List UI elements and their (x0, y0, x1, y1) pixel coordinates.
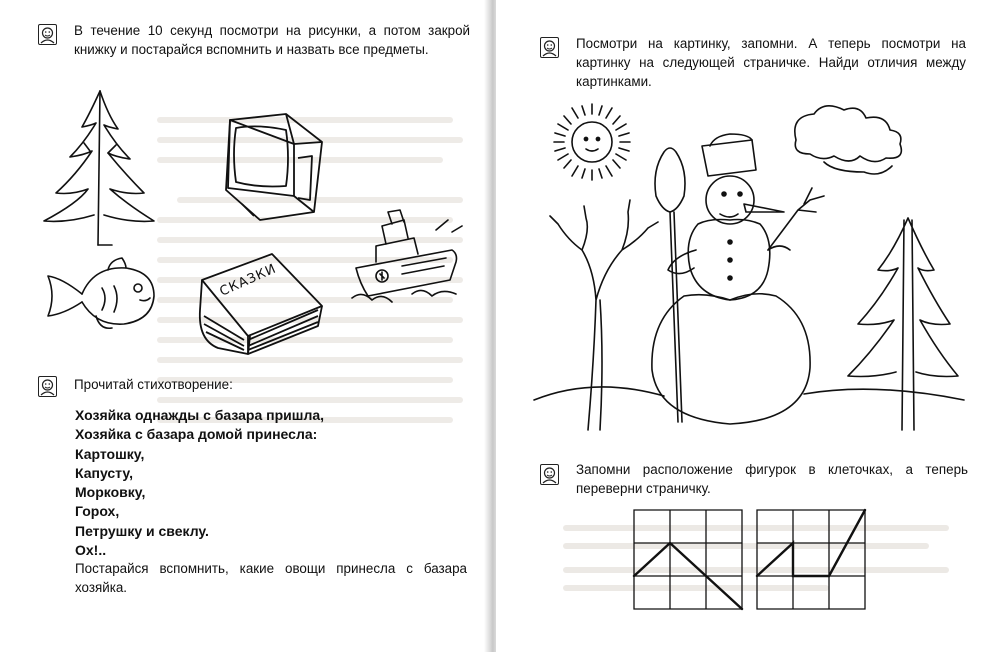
face-icon (540, 464, 559, 485)
poem-line: Хозяйка однажды с базара пришла, (75, 407, 325, 423)
poem (75, 406, 324, 560)
right-page (496, 0, 988, 652)
bare-tree (550, 200, 658, 430)
fish-drawing (42, 258, 162, 336)
tv-drawing (218, 108, 343, 223)
poem-line: Горох, (75, 503, 120, 520)
task2-question: Постарайся вспомнить, какие овощи принесла с базара хозяйка. (75, 561, 467, 595)
cloud (795, 106, 902, 162)
grid-figure-left (633, 509, 745, 611)
poem-line: Ох!.. (75, 542, 107, 559)
sun (554, 104, 630, 180)
face-icon (38, 376, 57, 397)
ship-drawing (352, 210, 464, 305)
poem-line: Хозяйка с базара домой принесла: (75, 426, 318, 443)
snowman (652, 134, 824, 424)
tree-drawing (38, 85, 158, 250)
bleed-through-lines (526, 420, 966, 600)
task2-title: Прочитай стихотворение: (74, 377, 233, 392)
face-icon (38, 24, 57, 45)
poem-line: Петрушку и свеклу. (75, 522, 209, 539)
poem-line: Капусту, (75, 464, 134, 481)
fir-tree (848, 218, 958, 430)
face-icon (540, 37, 559, 58)
task4-instruction: Запомни расположение фигурок в клеточках, а теперь переверни страничку. (576, 462, 968, 496)
ground (534, 387, 964, 400)
poem-line: Морковку, (75, 484, 146, 501)
left-page (0, 0, 488, 652)
task1-instruction: В течение 10 секунд посмотри на рисунки, а потом закрой книжку и постарайся вспомнить и назвать все предметы. (74, 23, 470, 57)
poem-line: Картошку, (75, 445, 145, 462)
book-title: СКАЗКИ (217, 261, 279, 300)
winter-scene-drawing (534, 100, 974, 445)
grid-figure-right (756, 509, 868, 611)
task3-instruction: Посмотри на картинку, запомни. А теперь посмотри на картинку на следующей страничке. Найди отличия между картинками. (576, 36, 966, 89)
